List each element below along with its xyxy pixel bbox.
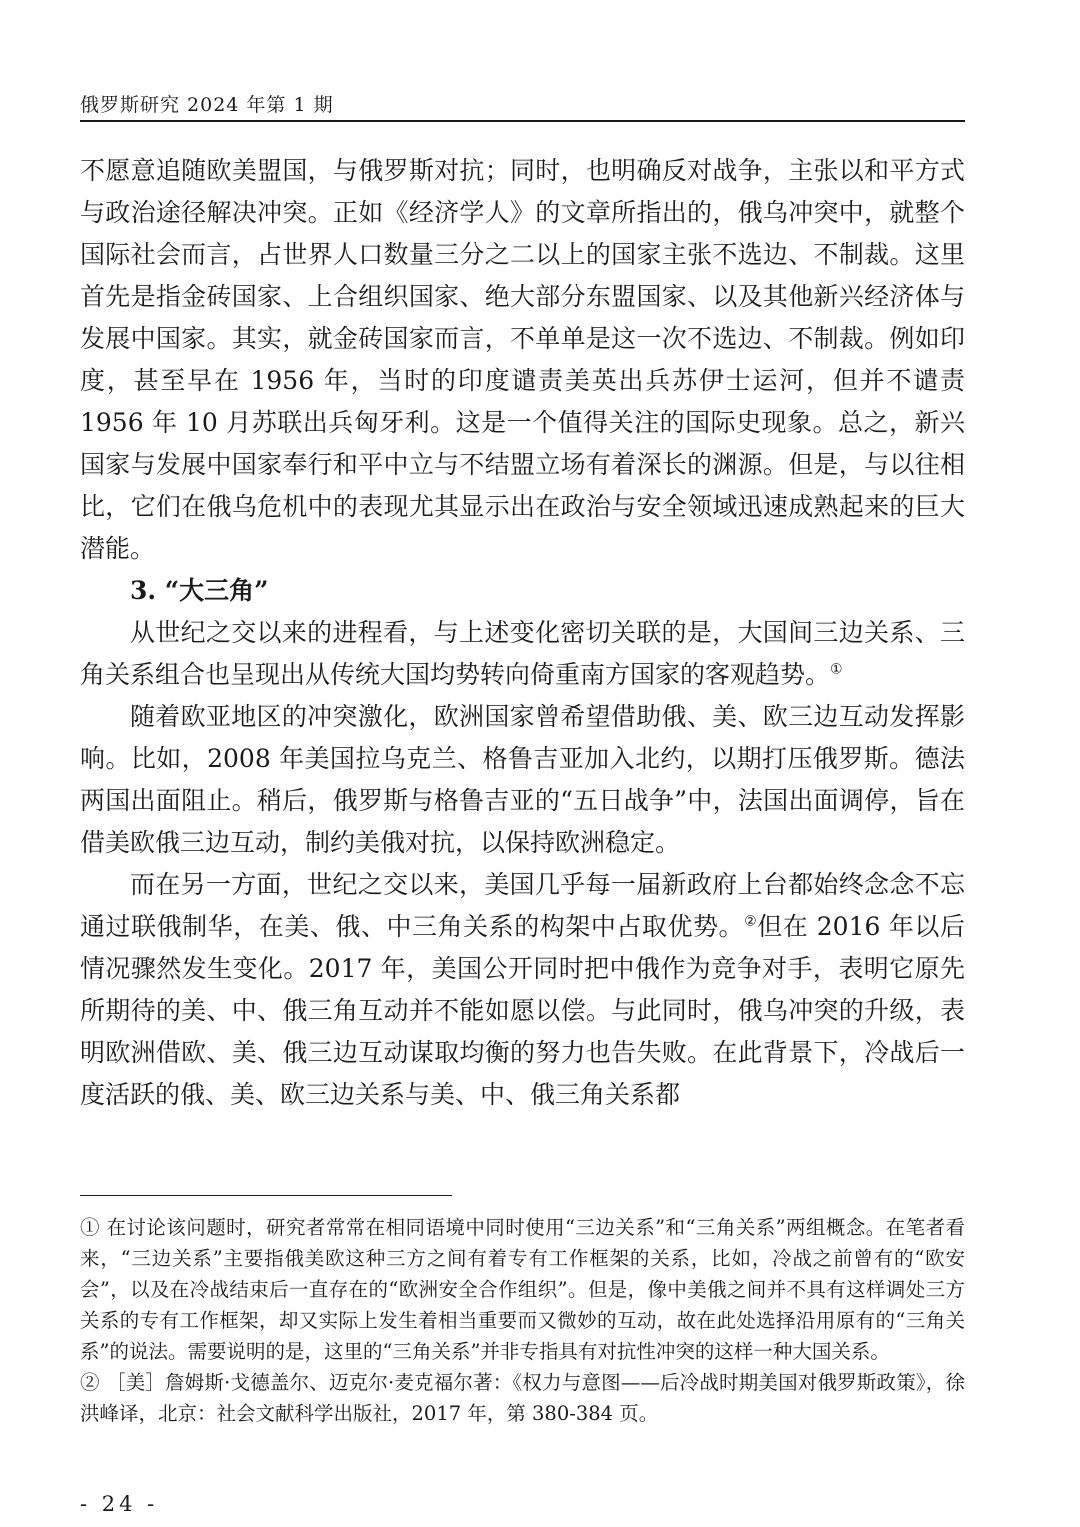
footnote-2: ② ［美］詹姆斯·戈德盖尔、迈克尔·麦克福尔著：《权力与意图——后冷战时期美国对俄罗斯政策》，徐洪峰译，北京：社会文献科学出版社，2017 年，第 380-384 页。: [80, 1371, 965, 1425]
page-number: - 24 -: [80, 1492, 159, 1516]
paragraph-2: [80, 612, 965, 696]
paragraph-4: [80, 864, 965, 1116]
footnote-divider: [80, 1195, 452, 1196]
paragraph-4-text-b: 但在 2016 年以后情况骤然发生变化。2017 年，美国公开同时把中俄作为竞争对手，表明它原先所期待的美、中、俄三角互动并不能如愿以偿。与此同时，俄乌冲突的升级，表明欧洲借欧、美、俄三边互动谋取均衡的努力也告失败。在此背景下，冷战后一度活跃的俄、美、欧三边关系与美、中、俄三角关系都: [80, 912, 965, 1109]
paragraph-4-text-a: 而在另一方面，世纪之交以来，美国几乎每一届新政府上台都始终念念不忘通过联俄制华，在美、俄、中三角关系的构架中占取优势。: [80, 870, 965, 941]
running-header: 俄罗斯研究 2024 年第 1 期: [80, 94, 334, 116]
header-divider: [80, 120, 965, 122]
main-text: [80, 150, 965, 1116]
footnote-ref-1[interactable]: ①: [830, 661, 843, 678]
paragraph-2-text: 从世纪之交以来的进程看，与上述变化密切关联的是，大国间三边关系、三角关系组合也呈现出从传统大国均势转向倚重南方国家的客观趋势。: [80, 618, 965, 689]
section-heading: 3. “大三角”: [130, 576, 269, 605]
footnote-1: ① 在讨论该问题时，研究者常常在相同语境中同时使用“三边关系”和“三角关系”两组概念。在笔者看来，“三边关系”主要指俄美欧这种三方之间有着专有工作框架的关系，比如，冷战之前曾有的“欧安会”，以及在冷战结束后一直存在的“欧洲安全合作组织”。但是，像中美俄之间并不具有这样调处三方关系的专有工作框架，却又实际上发生着相当重要而又微妙的互动，故在此处选择沿用原有的“三角关系”的说法。需要说明的是，这里的“三角关系”并非专指具有对抗性冲突的这样一种大国关系。: [80, 1216, 965, 1363]
footnotes: [80, 1212, 965, 1429]
paragraph-1: 不愿意追随欧美盟国，与俄罗斯对抗；同时，也明确反对战争，主张以和平方式与政治途径解决冲突。正如《经济学人》的文章所指出的，俄乌冲突中，就整个国际社会而言，占世界人口数量三分之二以上的国家主张不选边、不制裁。这里首先是指金砖国家、上合组织国家、绝大部分东盟国家、以及其他新兴经济体与发展中国家。其实，就金砖国家而言，不单单是这一次不选边、不制裁。例如印度，甚至早在 1956 年，当时的印度谴责美英出兵苏伊士运河，但并不谴责 1956 年 10 月苏联出兵匈牙利。这是一个值得关注的国际史现象。总之，新兴国家与发展中国家奉行和平中立与不结盟立场有着深长的渊源。但是，与以往相比，它们在俄乌危机中的表现尤其显示出在政治与安全领域迅速成熟起来的巨大潜能。: [80, 156, 965, 563]
paragraph-3: 随着欧亚地区的冲突激化，欧洲国家曾希望借助俄、美、欧三边互动发挥影响。比如，2008 年美国拉乌克兰、格鲁吉亚加入北约，以期打压俄罗斯。德法两国出面阻止。稍后，俄罗斯与格鲁吉亚的“五日战争”中，法国出面调停，旨在借美欧俄三边互动，制约美俄对抗，以保持欧洲稳定。: [80, 702, 965, 857]
footnote-ref-2[interactable]: ②: [744, 913, 758, 930]
